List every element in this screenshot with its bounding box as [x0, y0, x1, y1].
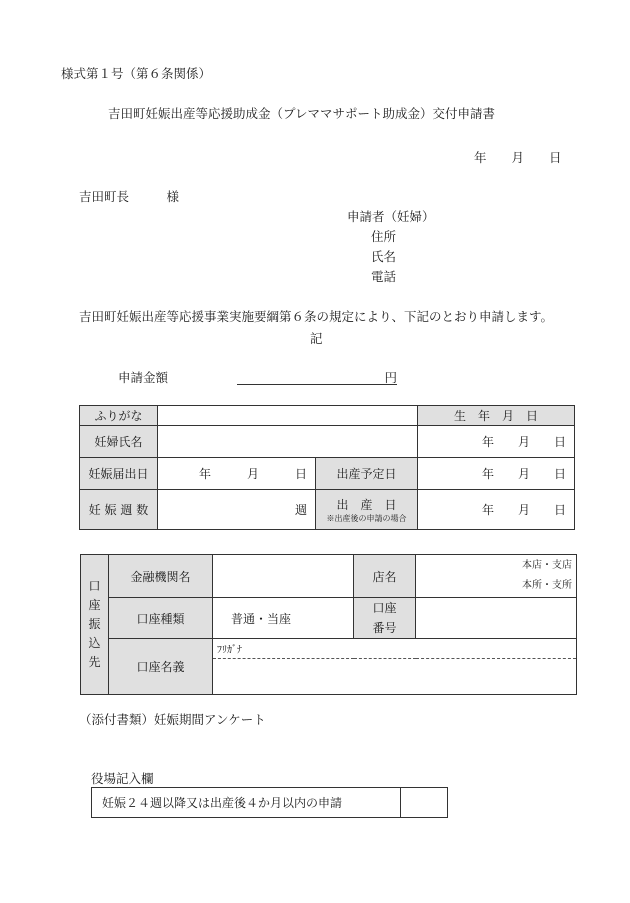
birth-date-field[interactable]: 年 月 日 — [418, 490, 575, 530]
page-title: 吉田町妊娠出産等応援助成金（プレママサポート助成金）交付申請書 — [108, 106, 496, 121]
date-line: 年 月 日 — [474, 150, 562, 165]
account-type-label: 口座種類 — [109, 598, 213, 639]
branch-field[interactable] — [416, 555, 577, 598]
bank-account-table — [80, 554, 577, 695]
branch-options-2: 本所・支所 — [522, 580, 572, 591]
weeks-field[interactable] — [158, 490, 316, 530]
account-number-label-2: 番号 — [372, 621, 397, 635]
due-date-field[interactable]: 年 月 日 — [418, 458, 575, 490]
applicant-phone-label: 電話 — [371, 269, 397, 284]
transfer-side-label — [81, 555, 109, 695]
office-use-row-text: 妊娠２４週以降又は出産後４か月以内の申請 — [92, 788, 401, 818]
weeks-label: 妊 娠 週 数 — [80, 490, 158, 530]
birth-date-label-cell — [316, 490, 418, 530]
side-char: 座 — [88, 598, 101, 612]
institution-field[interactable] — [213, 555, 354, 598]
institution-label: 金融機関名 — [109, 555, 213, 598]
ki-label: 記 — [310, 331, 323, 346]
statement: 吉田町妊娠出産等応援事業実施要綱第６条の規定により、下記のとおり申請します。 — [79, 309, 554, 324]
pregnancy-report-date-field[interactable]: 年 月 日 — [158, 458, 316, 490]
office-use-check-cell[interactable] — [401, 788, 448, 818]
applicant-info-table — [79, 405, 575, 530]
account-type-field[interactable]: 普通・当座 — [213, 598, 354, 639]
applicant-address-label: 住所 — [371, 229, 397, 244]
addressee: 吉田町長 様 — [79, 189, 180, 204]
amount-label: 申請金額 — [118, 370, 169, 385]
side-char: 込 — [88, 636, 101, 650]
name-label: 妊婦氏名 — [80, 426, 158, 458]
attachment-note: （添付書類）妊娠期間アンケート — [79, 712, 266, 727]
kana-label: ﾌﾘｶﾞﾅ — [217, 645, 242, 656]
account-number-field[interactable] — [416, 598, 577, 639]
due-date-label: 出産予定日 — [316, 458, 418, 490]
side-char: 口 — [88, 579, 101, 593]
birth-date-label: 出 産 日 — [336, 497, 397, 512]
pregnancy-report-label: 妊娠届出日 — [80, 458, 158, 490]
furigana-label: ふりがな — [80, 406, 158, 426]
name-field[interactable] — [158, 426, 418, 458]
applicant-label: 申請者（妊婦） — [347, 209, 435, 224]
birth-date-note: ※出産後の申請の場合 — [326, 513, 407, 523]
birthdate-header: 生 年 月 日 — [418, 406, 575, 426]
account-number-label — [354, 598, 416, 639]
account-name-kana-field[interactable] — [213, 639, 577, 659]
office-use-table — [91, 787, 448, 818]
account-name-field[interactable] — [213, 659, 577, 695]
account-name-label: 口座名義 — [109, 639, 213, 695]
furigana-field[interactable] — [158, 406, 418, 426]
side-char: 先 — [88, 655, 101, 669]
birthdate-field[interactable]: 年 月 日 — [418, 426, 575, 458]
amount-unit: 円 — [384, 370, 397, 385]
account-number-label-1: 口座 — [372, 601, 397, 615]
side-char: 振 — [88, 617, 101, 631]
form-number: 様式第１号（第６条関係） — [61, 66, 212, 81]
branch-options-1: 本店・支店 — [522, 560, 572, 571]
amount-field[interactable] — [237, 368, 397, 385]
office-use-label: 役場記入欄 — [91, 771, 154, 786]
applicant-name-label: 氏名 — [371, 249, 397, 264]
branch-label: 店名 — [354, 555, 416, 598]
weeks-unit: 週 — [294, 503, 307, 517]
